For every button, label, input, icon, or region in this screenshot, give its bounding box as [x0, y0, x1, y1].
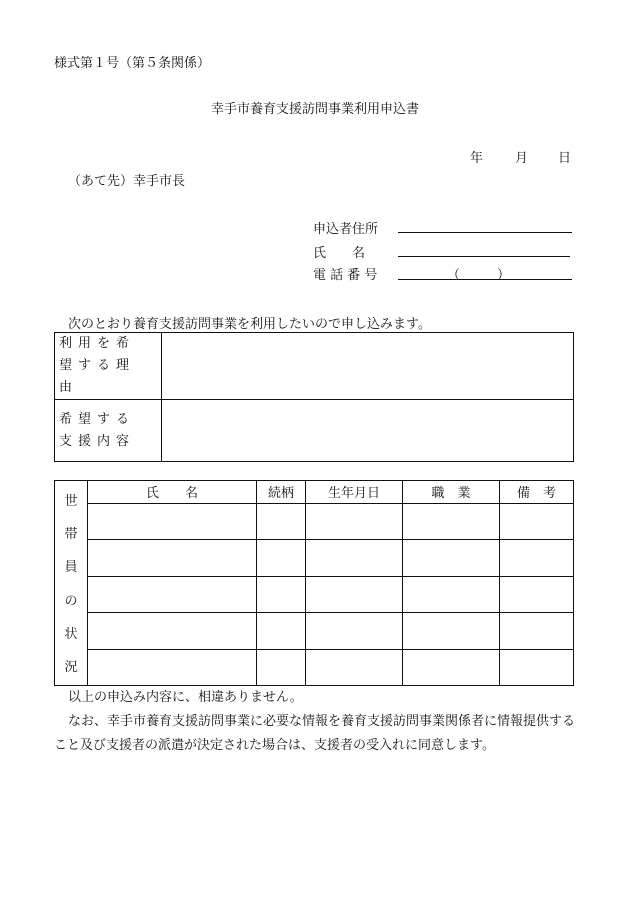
- content-label: 希望する支援内容: [55, 400, 162, 462]
- table-row: [55, 649, 574, 685]
- addressee: （あて先）幸手市長: [68, 174, 186, 189]
- member-remarks-cell[interactable]: [500, 540, 574, 576]
- content-input[interactable]: [162, 400, 574, 462]
- phone-paren-open: （: [447, 268, 461, 283]
- declaration-text: 以上の申込み内容に、相違ありません。: [68, 690, 303, 705]
- member-birthdate-cell[interactable]: [306, 503, 403, 539]
- applicant-name-label: 氏 名: [313, 246, 366, 261]
- header-remarks: 備 考: [500, 481, 574, 504]
- date-month-label: 月: [515, 151, 529, 166]
- member-relation-cell[interactable]: [257, 613, 306, 649]
- applicant-address-field[interactable]: [398, 232, 572, 233]
- table-row: [55, 576, 574, 612]
- member-name-cell[interactable]: [88, 649, 257, 685]
- applicant-address-label: 申込者住所: [313, 222, 379, 237]
- member-birthdate-cell[interactable]: [306, 540, 403, 576]
- member-birthdate-cell[interactable]: [306, 649, 403, 685]
- member-name-cell[interactable]: [88, 503, 257, 539]
- reason-label: 利用を希望する理由: [55, 333, 162, 400]
- table-row: [55, 613, 574, 649]
- household-header-row: [55, 481, 574, 504]
- date-year-label: 年: [470, 151, 484, 166]
- table-row: [55, 540, 574, 576]
- member-occupation-cell[interactable]: [403, 613, 500, 649]
- member-name-cell[interactable]: [88, 613, 257, 649]
- header-name: 氏 名: [88, 481, 257, 504]
- purpose-table: [54, 332, 574, 462]
- member-occupation-cell[interactable]: [403, 540, 500, 576]
- member-relation-cell[interactable]: [257, 503, 306, 539]
- applicant-phone-label: 電 話 番 号: [313, 268, 378, 283]
- applicant-name-field[interactable]: [398, 256, 570, 257]
- member-remarks-cell[interactable]: [500, 503, 574, 539]
- phone-paren-close: ）: [497, 268, 511, 283]
- intro-text: 次のとおり養育支援訪問事業を利用したいので申し込みます。: [68, 317, 431, 332]
- applicant-phone-field[interactable]: [398, 279, 572, 280]
- header-birthdate: 生年月日: [306, 481, 403, 504]
- member-relation-cell[interactable]: [257, 576, 306, 612]
- household-side-label: 世 帯 員 の 状 況: [55, 481, 88, 686]
- household-table: [54, 480, 574, 686]
- form-number: 様式第１号（第５条関係）: [54, 56, 211, 71]
- content-row: [55, 400, 574, 462]
- consent-text: なお、幸手市養育支援訪問事業に必要な情報を養育支援訪問事業関係者に情報提供すること及び支援者の派遣が決定された場合は、支援者の受入れに同意します。: [54, 714, 576, 753]
- member-name-cell[interactable]: [88, 540, 257, 576]
- member-occupation-cell[interactable]: [403, 503, 500, 539]
- member-occupation-cell[interactable]: [403, 649, 500, 685]
- member-occupation-cell[interactable]: [403, 576, 500, 612]
- member-birthdate-cell[interactable]: [306, 576, 403, 612]
- reason-row: [55, 333, 574, 400]
- member-remarks-cell[interactable]: [500, 649, 574, 685]
- member-birthdate-cell[interactable]: [306, 613, 403, 649]
- date-day-label: 日: [558, 151, 572, 166]
- member-name-cell[interactable]: [88, 576, 257, 612]
- member-remarks-cell[interactable]: [500, 613, 574, 649]
- table-row: [55, 503, 574, 539]
- header-occupation: 職 業: [403, 481, 500, 504]
- page-title: 幸手市養育支援訪問事業利用申込書: [210, 102, 419, 117]
- member-relation-cell[interactable]: [257, 540, 306, 576]
- reason-input[interactable]: [162, 333, 574, 400]
- member-relation-cell[interactable]: [257, 649, 306, 685]
- header-relation: 続柄: [257, 481, 306, 504]
- member-remarks-cell[interactable]: [500, 576, 574, 612]
